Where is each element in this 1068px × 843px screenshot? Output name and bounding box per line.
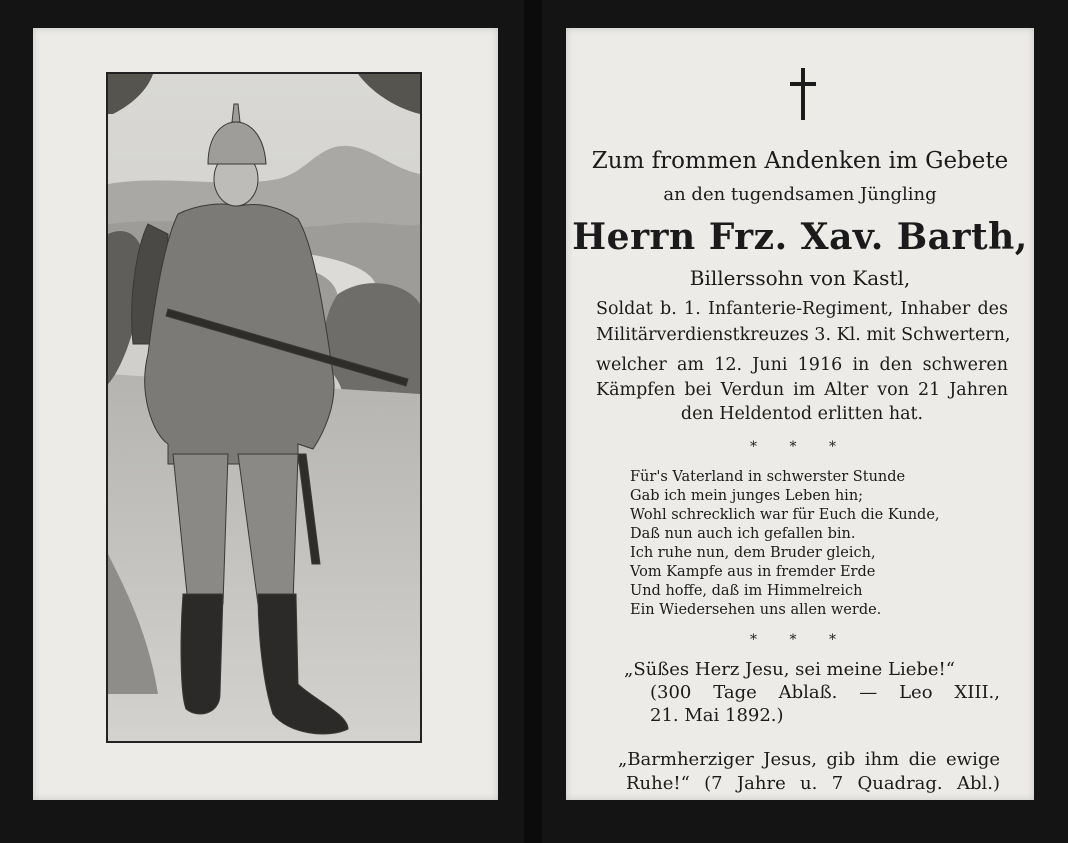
poem	[630, 468, 940, 620]
prayer-line: Ruhe!“ (7 Jahre u. 7 Quadrag. Abl.)	[626, 773, 1000, 794]
prayer-line: „Süßes Herz Jesu, sei meine Liebe!“	[624, 659, 955, 680]
body-line: den Heldentod erlitten hat.	[680, 404, 924, 424]
body-line: Kämpfen bei Verdun im Alter von 21 Jahren	[596, 380, 1008, 400]
heading-line-2: an den tugendsamen Jüngling	[663, 184, 937, 205]
poem-line: Für's Vaterland in schwerster Stunde	[630, 469, 906, 485]
body-line: Soldat b. 1. Infanterie-Regiment, Inhaber des	[596, 299, 1008, 319]
body-line: Militärverdienstkreuzes 3. Kl. mit Schwertern,	[596, 325, 1011, 345]
poem-line: Wohl schrecklich war für Euch die Kunde,	[630, 507, 940, 523]
poem-line: Vom Kampfe aus in fremder Erde	[630, 564, 876, 580]
poem-line: Gab ich mein junges Leben hin;	[630, 488, 864, 504]
right-panel	[566, 28, 1034, 800]
prayer-line: 21. Mai 1892.)	[650, 705, 784, 726]
separator-stars: * * *	[750, 632, 850, 648]
prayer-1	[620, 658, 1000, 727]
body-line: welcher am 12. Juni 1916 in den schweren	[596, 355, 1008, 375]
poem-line: Und hoffe, daß im Himmelreich	[630, 583, 863, 599]
photo-illustration	[108, 74, 420, 741]
origin-line: Billerssohn von Kastl,	[689, 266, 911, 290]
poem-line: Ich ruhe nun, dem Bruder gleich,	[630, 545, 876, 561]
prayer-line: (300 Tage Ablaß. — Leo XIII.,	[650, 682, 1000, 703]
latin-cross-icon	[788, 68, 818, 120]
deceased-name: Herrn Frz. Xav. Barth,	[572, 216, 1028, 258]
soldier-portrait-photo	[106, 72, 422, 743]
prayer-line: „Barmherziger Jesus, gib ihm die ewige	[618, 749, 1000, 770]
poem-line: Daß nun auch ich gefallen bin.	[630, 526, 856, 542]
separator-stars: * * *	[750, 439, 850, 455]
card-fold	[524, 0, 542, 843]
heading-line-1: Zum frommen Andenken im Gebete	[591, 148, 1009, 174]
poem-line: Ein Wiedersehen uns allen werde.	[630, 602, 882, 618]
prayer-2	[618, 748, 1000, 796]
